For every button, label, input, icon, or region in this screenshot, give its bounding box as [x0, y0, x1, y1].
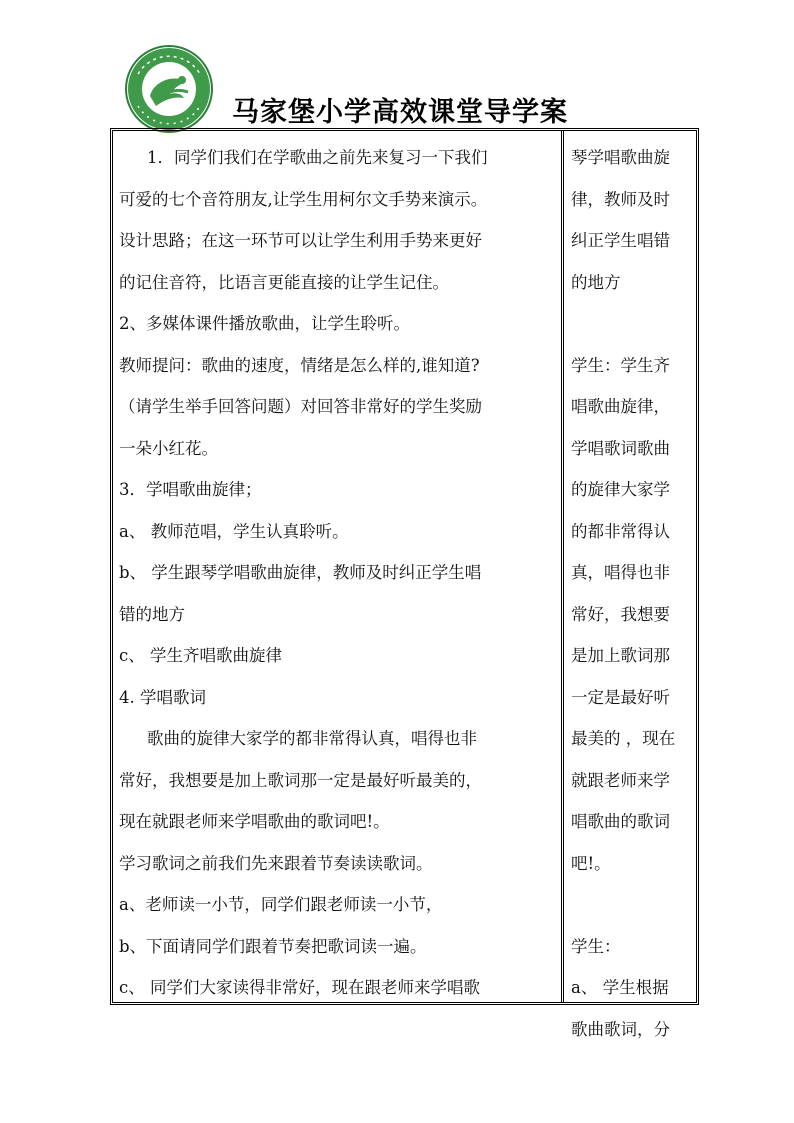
- side-text-line: 最美的 ，现在: [571, 729, 676, 748]
- text-line: 现在就跟老师来学唱歌曲的歌词吧!。: [119, 812, 390, 831]
- teaching-process-column: [119, 137, 559, 1009]
- school-logo-icon: [124, 44, 214, 134]
- text-line: 1．同学们我们在学歌曲之前先来复习一下我们: [147, 148, 488, 167]
- side-text-line: 纠正学生唱错: [571, 231, 670, 250]
- text-line: 教师提问：歌曲的速度，情绪是怎么样的,谁知道?: [119, 355, 480, 375]
- side-text-line: 的都非常得认: [571, 521, 670, 541]
- text-line: c、 学生齐唱歌曲旋律: [119, 646, 282, 665]
- text-line: 一朵小红花。: [119, 438, 218, 458]
- side-text-line: 歌曲歌词，分: [571, 1019, 670, 1039]
- side-text-line: 的旋律大家学: [571, 480, 670, 499]
- text-line: a、老师读一小节，同学们跟老师读一小节，: [119, 895, 443, 914]
- text-line: a、 教师范唱，学生认真聆听。: [119, 521, 349, 541]
- text-line: 2、多媒体课件播放歌曲，让学生聆听。: [119, 314, 410, 333]
- page-title: 马家堡小学高效课堂导学案: [232, 97, 568, 128]
- student-activity-column: [571, 137, 693, 1050]
- text-line: 错的地方: [119, 604, 185, 624]
- spacer: [571, 884, 693, 926]
- text-line: 设计思路；在这一环节可以让学生利用手势来更好: [119, 231, 482, 250]
- text-line: 3．学唱歌曲旋律；: [119, 480, 262, 499]
- side-text-line: 律，教师及时: [571, 189, 670, 209]
- side-text-line: 常好，我想要: [571, 604, 670, 624]
- spacer: [571, 303, 693, 345]
- side-text-line: 一定是最好听: [571, 687, 670, 707]
- text-line: b、下面请同学们跟着节奏把歌词读一遍。: [119, 936, 427, 956]
- text-line: 的记住音符，比语言更能直接的让学生记住。: [119, 272, 449, 292]
- text-line: b、 学生跟琴学唱歌曲旋律，教师及时纠正学生唱: [119, 563, 482, 582]
- side-text-line: 就跟老师来学: [571, 770, 670, 790]
- text-line: c、 同学们大家读得非常好，现在跟老师来学唱歌: [119, 978, 480, 997]
- text-line: 4. 学唱歌词: [119, 687, 206, 707]
- side-text-line: 琴学唱歌曲旋: [571, 148, 670, 167]
- side-text-line: 学生：学生齐: [571, 355, 670, 375]
- page-header: [0, 0, 794, 130]
- side-text-line: a、 学生根据: [571, 978, 669, 997]
- text-line: 可爱的七个音符朋友,让学生用柯尔文手势来演示。: [119, 189, 488, 209]
- side-text-line: 真，唱得也非: [571, 563, 670, 582]
- side-text-line: 是加上歌词那: [571, 646, 670, 665]
- side-text-line: 唱歌曲的歌词: [571, 812, 670, 831]
- text-line: 学习歌词之前我们先来跟着节奏读读歌词。: [119, 853, 433, 873]
- column-divider: [561, 131, 564, 1002]
- side-text-line: 学唱歌词歌曲: [571, 438, 670, 458]
- side-text-line: 学生：: [571, 936, 621, 956]
- text-line: （请学生举手回答问题）对回答非常好的学生奖励: [119, 397, 482, 416]
- side-text-line: 的地方: [571, 272, 621, 292]
- side-text-line: 吧!。: [571, 853, 611, 873]
- side-text-line: 唱歌曲旋律，: [571, 397, 670, 416]
- text-line: 常好，我想要是加上歌词那一定是最好听最美的，: [119, 770, 482, 790]
- text-line: 歌曲的旋律大家学的都非常得认真，唱得也非: [147, 729, 477, 748]
- lesson-table: [110, 128, 699, 1039]
